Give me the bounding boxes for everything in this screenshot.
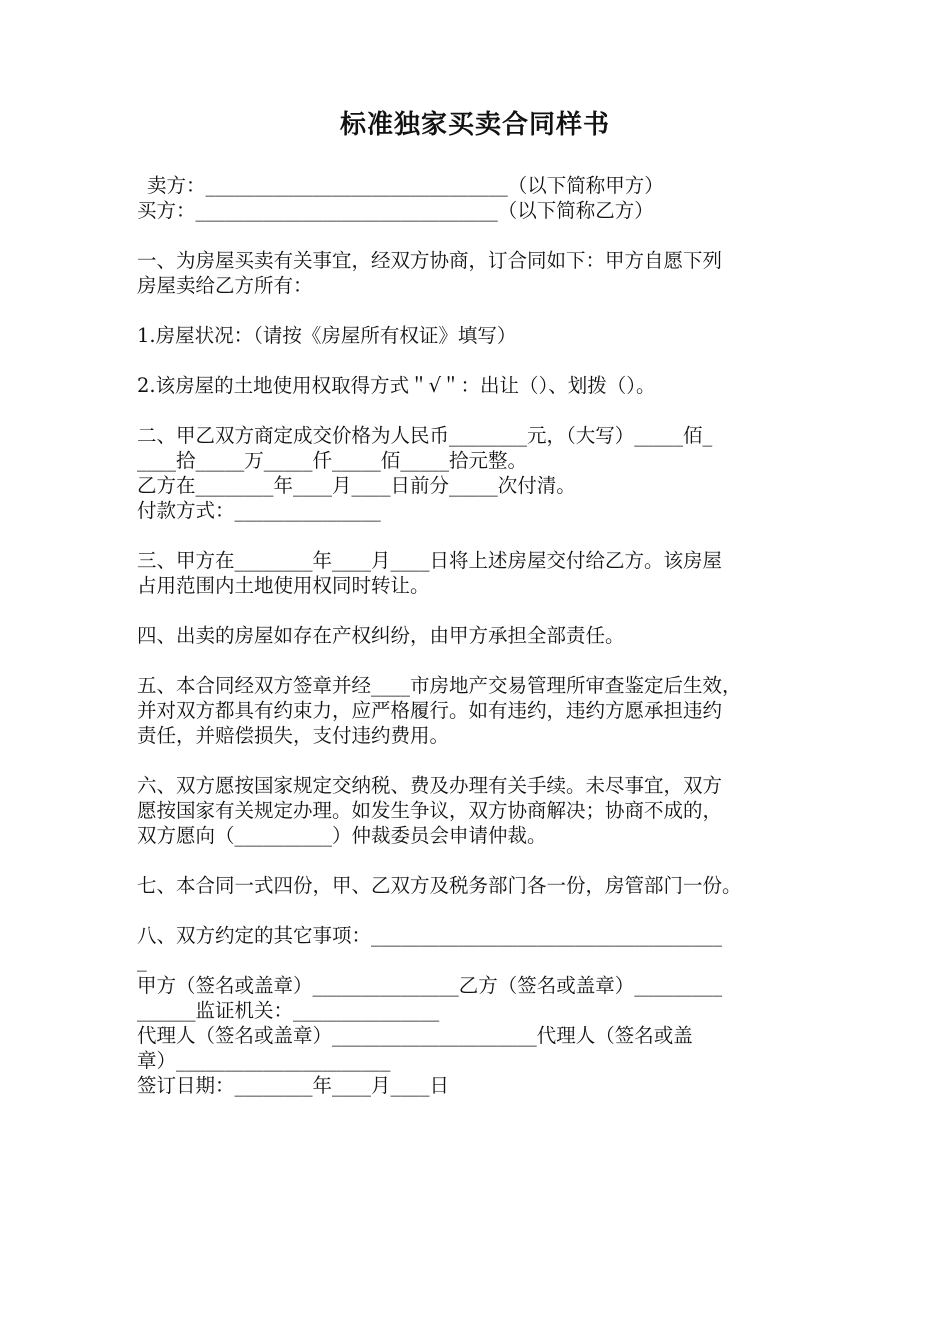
spacer [137, 598, 837, 623]
section-6-line-3: 双方愿向（__________）仲裁委员会申请仲裁。 [137, 824, 547, 847]
spacer [137, 298, 837, 323]
section-2-line-2: ____拾_____万_____仟_____佰_____拾元整。 [137, 449, 528, 472]
spacer [137, 748, 837, 773]
section-2-line-4: 付款方式：_______________ [137, 499, 381, 522]
spacer [137, 848, 837, 873]
signature-line-4: 章）______________________ [137, 1049, 391, 1072]
section-3-line-1: 三、甲方在________年____月____日将上述房屋交付给乙方。该房屋 [137, 549, 723, 572]
section-5-line-2: 并对双方都具有约束力，应严格履行。如有违约，违约方愿承担违约 [137, 699, 723, 722]
section-2-line-3: 乙方在________年____月____日前分_____次付清。 [137, 474, 576, 497]
section-5-line-3: 责任，并赔偿损失，支付违约费用。 [137, 724, 450, 747]
spacer [137, 398, 837, 423]
signature-line-1: 甲方（签名或盖章）_______________乙方（签名或盖章）_________ [137, 974, 723, 997]
spacer [137, 648, 837, 673]
signature-line-2: ______监证机关：_______________ [137, 999, 440, 1022]
signature-line-3: 代理人（签名或盖章）_____________________代理人（签名或盖 [137, 1024, 693, 1047]
signing-date-line: 签订日期：________年____月____日 [137, 1074, 450, 1097]
section-7-line-1: 七、本合同一式四份，甲、乙双方及税务部门各一份，房管部门一份。 [137, 874, 742, 897]
section-8-line-2: _ [137, 949, 147, 972]
spacer [137, 348, 837, 373]
section-8-line-1: 八、双方约定的其它事项：____________________________________ [137, 924, 723, 947]
section-6-line-1: 六、双方愿按国家规定交纳税、费及办理有关手续。未尽事宜，双方 [137, 774, 723, 797]
document-body [137, 173, 837, 1098]
item-1: 1.房屋状况：（请按《房屋所有权证》填写） [137, 324, 517, 347]
section-3-line-2: 占用范围内土地使用权同时转让。 [137, 574, 430, 597]
spacer [137, 523, 837, 548]
buyer-line: 买方：_______________________________（以下简称乙方） [137, 199, 654, 222]
section-5-line-1: 五、本合同经双方签章并经____市房地产交易管理所审查鉴定后生效， [137, 674, 742, 697]
item-2: 2.该房屋的土地使用权取得方式＂√＂：出让（）、划拨（）。 [137, 374, 656, 397]
section-4-line-1: 四、出卖的房屋如存在产权纠纷，由甲方承担全部责任。 [137, 624, 625, 647]
section-2-line-1: 二、甲乙双方商定成交价格为人民币________元，（大写）_____佰_ [137, 424, 713, 447]
seller-line: 卖方：_______________________________（以下简称甲方） [147, 174, 664, 197]
spacer [137, 898, 837, 923]
document-title: 标准独家买卖合同样书 [339, 110, 610, 140]
section-1-line-1: 一、为房屋买卖有关事宜，经双方协商，订合同如下：甲方自愿下列 [137, 249, 723, 272]
spacer [137, 223, 837, 248]
section-1-line-2: 房屋卖给乙方所有： [137, 274, 313, 297]
section-6-line-2: 愿按国家有关规定办理。如发生争议，双方协商解决；协商不成的， [137, 799, 723, 822]
